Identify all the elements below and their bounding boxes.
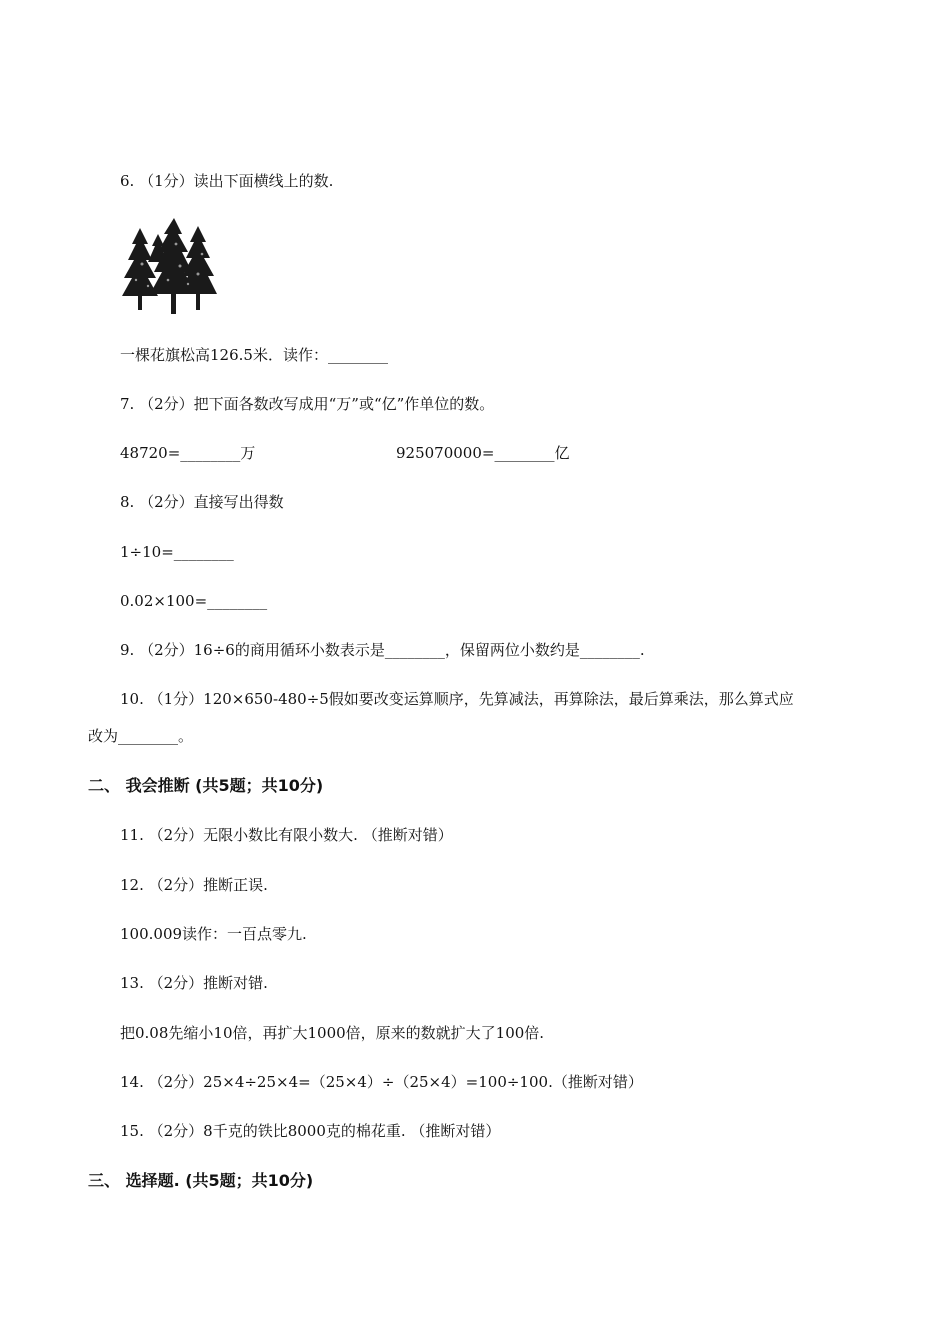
q7-stem: 7. （2分）把下面各数改写成用“万”或“亿”作单位的数。	[120, 395, 495, 413]
pine-trees-image	[118, 214, 218, 318]
q7-part-a: 48720=________万	[120, 444, 256, 462]
q13-stem: 13. （2分）推断对错.	[120, 974, 268, 992]
q10-stem-line2: 改为________。	[88, 727, 194, 745]
q11-stem: 11. （2分）无限小数比有限小数大. （推断对错）	[120, 826, 453, 844]
section2-title: 二、 我会推断 (共5题；共10分)	[88, 776, 324, 795]
q9-stem: 9. （2分）16÷6的商用循环小数表示是________，保留两位小数约是________.	[120, 641, 645, 659]
q12-detail: 100.009读作：一百点零九.	[120, 925, 307, 943]
q7-part-b: 925070000=________亿	[396, 444, 570, 462]
q8-item-1: 1÷10=________	[120, 543, 234, 561]
q13-detail: 把0.08先缩小10倍，再扩大1000倍，原来的数就扩大了100倍.	[120, 1024, 545, 1042]
q10-stem-line1: 10. （1分）120×650-480÷5假如要改变运算顺序，先算减法，再算除法，最后算乘法，那么算式应	[120, 690, 794, 708]
q6-prompt: 一棵花旗松高126.5米．读作：________	[120, 346, 388, 364]
q6-stem: 6. （1分）读出下面横线上的数.	[120, 172, 334, 190]
q8-stem: 8. （2分）直接写出得数	[120, 493, 284, 511]
section3-title: 三、 选择题. (共5题；共10分)	[88, 1171, 314, 1190]
q12-stem: 12. （2分）推断正误.	[120, 876, 268, 894]
q14-stem: 14. （2分）25×4÷25×4=（25×4）÷（25×4）=100÷100.（推断对错）	[120, 1073, 643, 1091]
q15-stem: 15. （2分）8千克的铁比8000克的棉花重. （推断对错）	[120, 1122, 501, 1140]
q8-item-2: 0.02×100=________	[120, 592, 268, 610]
